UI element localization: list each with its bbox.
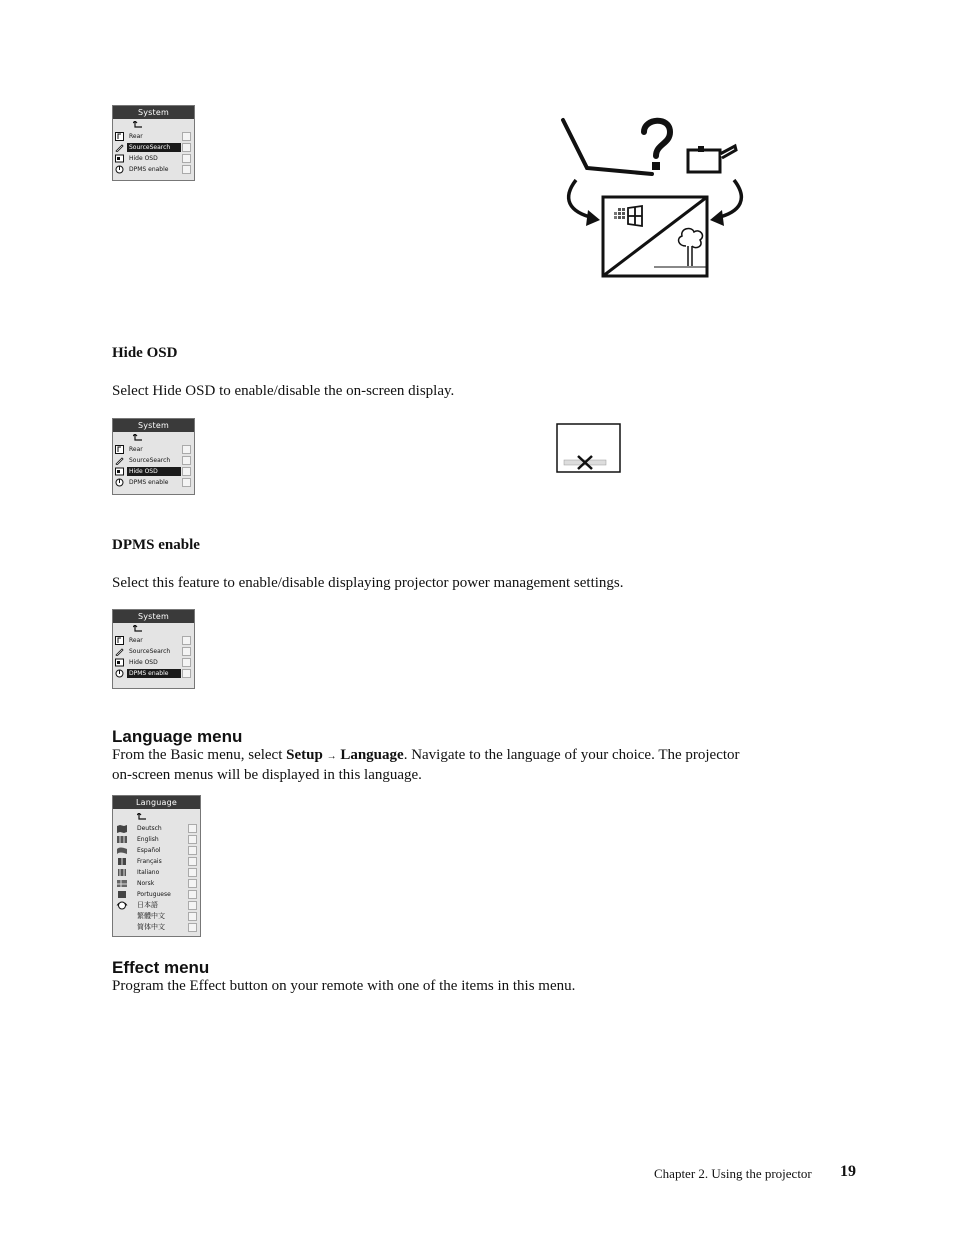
back-arrow-icon <box>113 432 194 444</box>
curved-arrow-right-icon <box>710 180 741 226</box>
footer-chapter: Chapter 2. Using the projector <box>654 1166 812 1181</box>
language-item-english: English <box>113 834 200 845</box>
osd-item-dpms: DPMS enable <box>113 164 194 175</box>
back-arrow-icon <box>113 623 194 635</box>
power-icon <box>115 669 124 678</box>
hide-osd-heading: Hide OSD <box>112 345 178 361</box>
dpms-description: Select this feature to enable/disable displaying projector power management settings. <box>112 575 624 591</box>
osd-item-rear: Rear <box>113 444 194 455</box>
checkbox <box>182 132 191 141</box>
question-mark-icon <box>644 121 670 170</box>
rear-icon <box>115 636 124 645</box>
power-icon <box>115 478 124 487</box>
osd-item-rear: Rear <box>113 635 194 646</box>
language-menu-line2: on-screen menus will be displayed in this language. <box>112 767 422 783</box>
page-number: 19 <box>840 1163 856 1180</box>
map-icon <box>116 890 128 899</box>
language-item-italiano: Italiano <box>113 867 200 878</box>
checkbox <box>182 636 191 645</box>
effect-menu-heading: Effect menu <box>112 958 210 977</box>
checkbox <box>182 165 191 174</box>
checkbox <box>182 456 191 465</box>
language-item-deutsch: Deutsch <box>113 823 200 834</box>
checkbox <box>182 669 191 678</box>
language-item-simplified-chinese: 简体中文 <box>113 922 200 933</box>
osd-item-hide-osd: Hide OSD <box>113 657 194 668</box>
pen-icon <box>115 647 124 656</box>
checkbox <box>182 154 191 163</box>
map-icon <box>116 835 128 844</box>
language-item-norsk: Norsk <box>113 878 200 889</box>
osd-title: System <box>113 106 194 119</box>
pen-icon <box>115 456 124 465</box>
checkbox <box>182 445 191 454</box>
display-icon <box>115 467 124 476</box>
language-menu-description <box>112 746 842 784</box>
map-icon <box>116 879 128 888</box>
system-menu-hide-osd <box>112 418 195 495</box>
osd-item-dpms: DPMS enable <box>113 668 194 679</box>
map-icon <box>116 857 128 866</box>
osd-title: Language <box>113 796 200 809</box>
language-item-portuguese: Portuguese <box>113 889 200 900</box>
curved-arrow-left-icon <box>569 180 600 226</box>
display-icon <box>115 658 124 667</box>
language-osd-menu <box>112 795 201 937</box>
map-icon <box>116 868 128 877</box>
hide-osd-description: Select Hide OSD to enable/disable the on-screen display. <box>112 383 455 399</box>
hidden-osd-screen-illustration <box>556 423 622 474</box>
osd-item-hide-osd: Hide OSD <box>113 153 194 164</box>
checkbox <box>182 467 191 476</box>
dpms-heading: DPMS enable <box>112 537 200 553</box>
language-item-traditional-chinese: 繁體中文 <box>113 911 200 922</box>
language-item-espanol: Español <box>113 845 200 856</box>
rear-icon <box>115 445 124 454</box>
power-icon <box>115 165 124 174</box>
checkbox <box>182 658 191 667</box>
display-icon <box>115 154 124 163</box>
screen-icon <box>603 197 707 276</box>
osd-item-sourcesearch: SourceSearch <box>113 646 194 657</box>
source-search-illustration <box>560 110 745 282</box>
map-icon <box>116 824 128 833</box>
language-item-francais: Français <box>113 856 200 867</box>
map-icon <box>116 901 128 910</box>
laptop-icon <box>563 120 652 174</box>
language-item-japanese: 日本語 <box>113 900 200 911</box>
osd-item-rear: Rear <box>113 131 194 142</box>
osd-item-sourcesearch: SourceSearch <box>113 455 194 466</box>
osd-item-hide-osd: Hide OSD <box>113 466 194 477</box>
projector-icon <box>688 146 736 172</box>
language-menu-line1: From the Basic menu, select Setup → Language. Navigate to the language of your choice. The projector <box>112 747 740 763</box>
map-icon <box>116 846 128 855</box>
osd-title: System <box>113 610 194 623</box>
checkbox <box>182 478 191 487</box>
osd-item-sourcesearch: SourceSearch <box>113 142 194 153</box>
osd-title: System <box>113 419 194 432</box>
system-menu-dpms <box>112 609 195 689</box>
pen-icon <box>115 143 124 152</box>
language-menu-heading: Language menu <box>112 727 243 746</box>
rear-icon <box>115 132 124 141</box>
back-arrow-icon <box>113 809 200 823</box>
checkbox <box>182 647 191 656</box>
effect-menu-description: Program the Effect button on your remote with one of the items in this menu. <box>112 978 576 994</box>
checkbox <box>182 143 191 152</box>
osd-item-dpms: DPMS enable <box>113 477 194 488</box>
back-arrow-icon <box>113 119 194 131</box>
system-menu-sourcesearch <box>112 105 195 181</box>
arrow-right-icon: → <box>326 751 337 762</box>
